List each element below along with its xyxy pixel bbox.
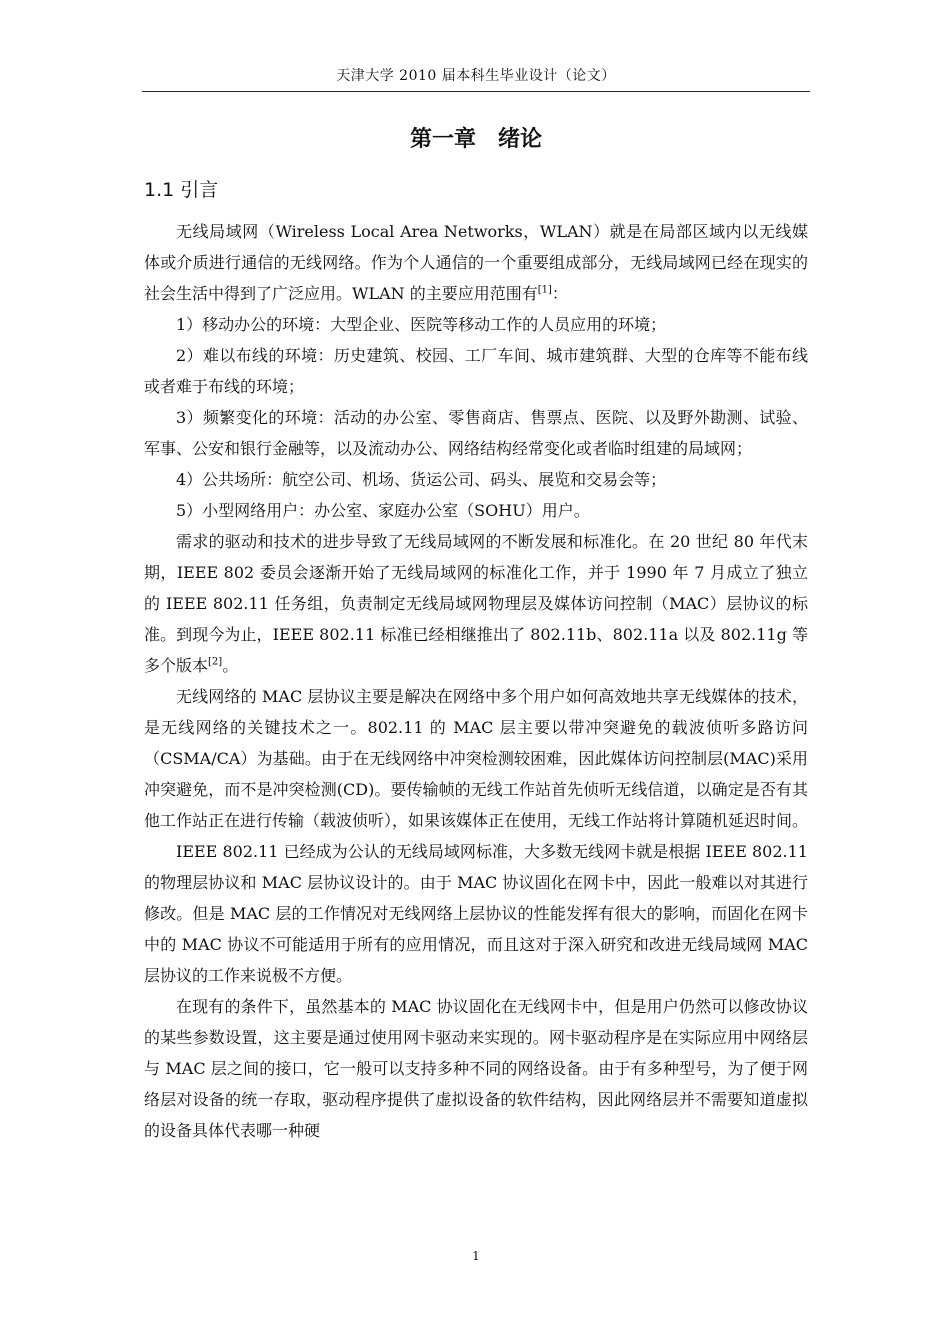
section-name: 引言 — [180, 179, 219, 201]
list-item: 5）小型网络用户：办公室、家庭办公室（SOHU）用户。 — [176, 501, 590, 520]
paragraph: IEEE 802.11 已经成为公认的无线局域网标准，大多数无线网卡就是根据 IEEE 802.11 的物理层协议和 MAC 层协议设计的。由于 MAC 协议固化在网卡中，因此一般难以对其进行修改。但是 MAC 层的工作情况对无线网络上层协议的性能发挥有很大的影响，而固化在网卡中的 MAC 协议不可能适用于所有的应用情况，而且这对于深入研究和改进无线局域网 MAC 层协议的工作来说极不方便。 — [144, 842, 808, 985]
list-item: 2）难以布线的环境：历史建筑、校园、工厂车间、城市建筑群、大型的仓库等不能布线或者难于布线的环境； — [144, 346, 808, 396]
body-text — [144, 216, 808, 1146]
paragraph-tail: ： — [551, 284, 568, 303]
citation: [2] — [208, 656, 223, 668]
running-header: 天津大学 2010 届本科生毕业设计（论文） — [336, 68, 616, 84]
paragraph: 无线网络的 MAC 层协议主要是解决在网络中多个用户如何高效地共享无线媒体的技术，是无线网络的关键技术之一。802.11 的 MAC 层主要以带冲突避免的载波侦听多路访问（CSMA/CA）为基础。由于在无线网络中冲突检测较困难，因此媒体访问控制层(MAC)采用冲突避免，而不是冲突检测(CD)。要传输帧的无线工作站首先侦听无线信道，以确定是否有其他工作站正在进行传输（载波侦听），如果该媒体正在使用，无线工作站将计算随机延迟时间。 — [144, 687, 809, 830]
paragraph — [144, 216, 808, 309]
chapter-label: 第一章 — [409, 127, 476, 152]
list-item: 3）频繁变化的环境：活动的办公室、零售商店、售票点、医院、以及野外勘测、试验、军事、公安和银行金融等，以及流动办公、网络结构经常变化或者临时组建的局域网； — [144, 408, 808, 458]
section-heading — [144, 176, 218, 204]
paragraph — [144, 526, 808, 681]
list-item: 1）移动办公的环境：大型企业、医院等移动工作的人员应用的环境； — [176, 315, 667, 334]
paragraph-tail: 。 — [222, 656, 239, 675]
section-number: 1.1 — [144, 179, 175, 201]
page-number: 1 — [472, 1249, 480, 1263]
chapter-title — [142, 124, 810, 156]
paragraph-text: 无线局域网（Wireless Local Area Networks，WLAN）就是在局部区域内以无线媒体或介质进行通信的无线网络。作为个人通信的一个重要组成部分，无线局域网已经在现实的社会生活中得到了广泛应用。WLAN 的主要应用范围有 — [144, 222, 808, 303]
paragraph-text: 需求的驱动和技术的进步导致了无线局域网的不断发展和标准化。在 20 世纪 80 年代末期，IEEE 802 委员会逐渐开始了无线局域网的标准化工作，并于 1990 年 7 月成立了独立的 IEEE 802.11 任务组，负责制定无线局域网物理层及媒体访问控制（MAC）层协议的标准。到现今为止，IEEE 802.11 标准已经相继推出了 802.11b、802.11a 以及 802.11g 等多个版本 — [144, 532, 808, 675]
list-item: 4）公共场所：航空公司、机场、货运公司、码头、展览和交易会等； — [176, 470, 667, 489]
paragraph: 在现有的条件下，虽然基本的 MAC 协议固化在无线网卡中，但是用户仍然可以修改协议的某些参数设置，这主要是通过使用网卡驱动来实现的。网卡驱动程序是在实际应用中网络层与 MAC 层之间的接口，它一般可以支持多种不同的网络设备。由于有多种型号，为了便于网络层对设备的统一存取，驱动程序提供了虚拟设备的软件结构，因此网络层并不需要知道虚拟的设备具体代表哪一种硬 — [144, 997, 808, 1140]
header-rule — [142, 91, 810, 92]
chapter-name: 绪论 — [498, 127, 543, 152]
citation: [1] — [537, 284, 552, 296]
